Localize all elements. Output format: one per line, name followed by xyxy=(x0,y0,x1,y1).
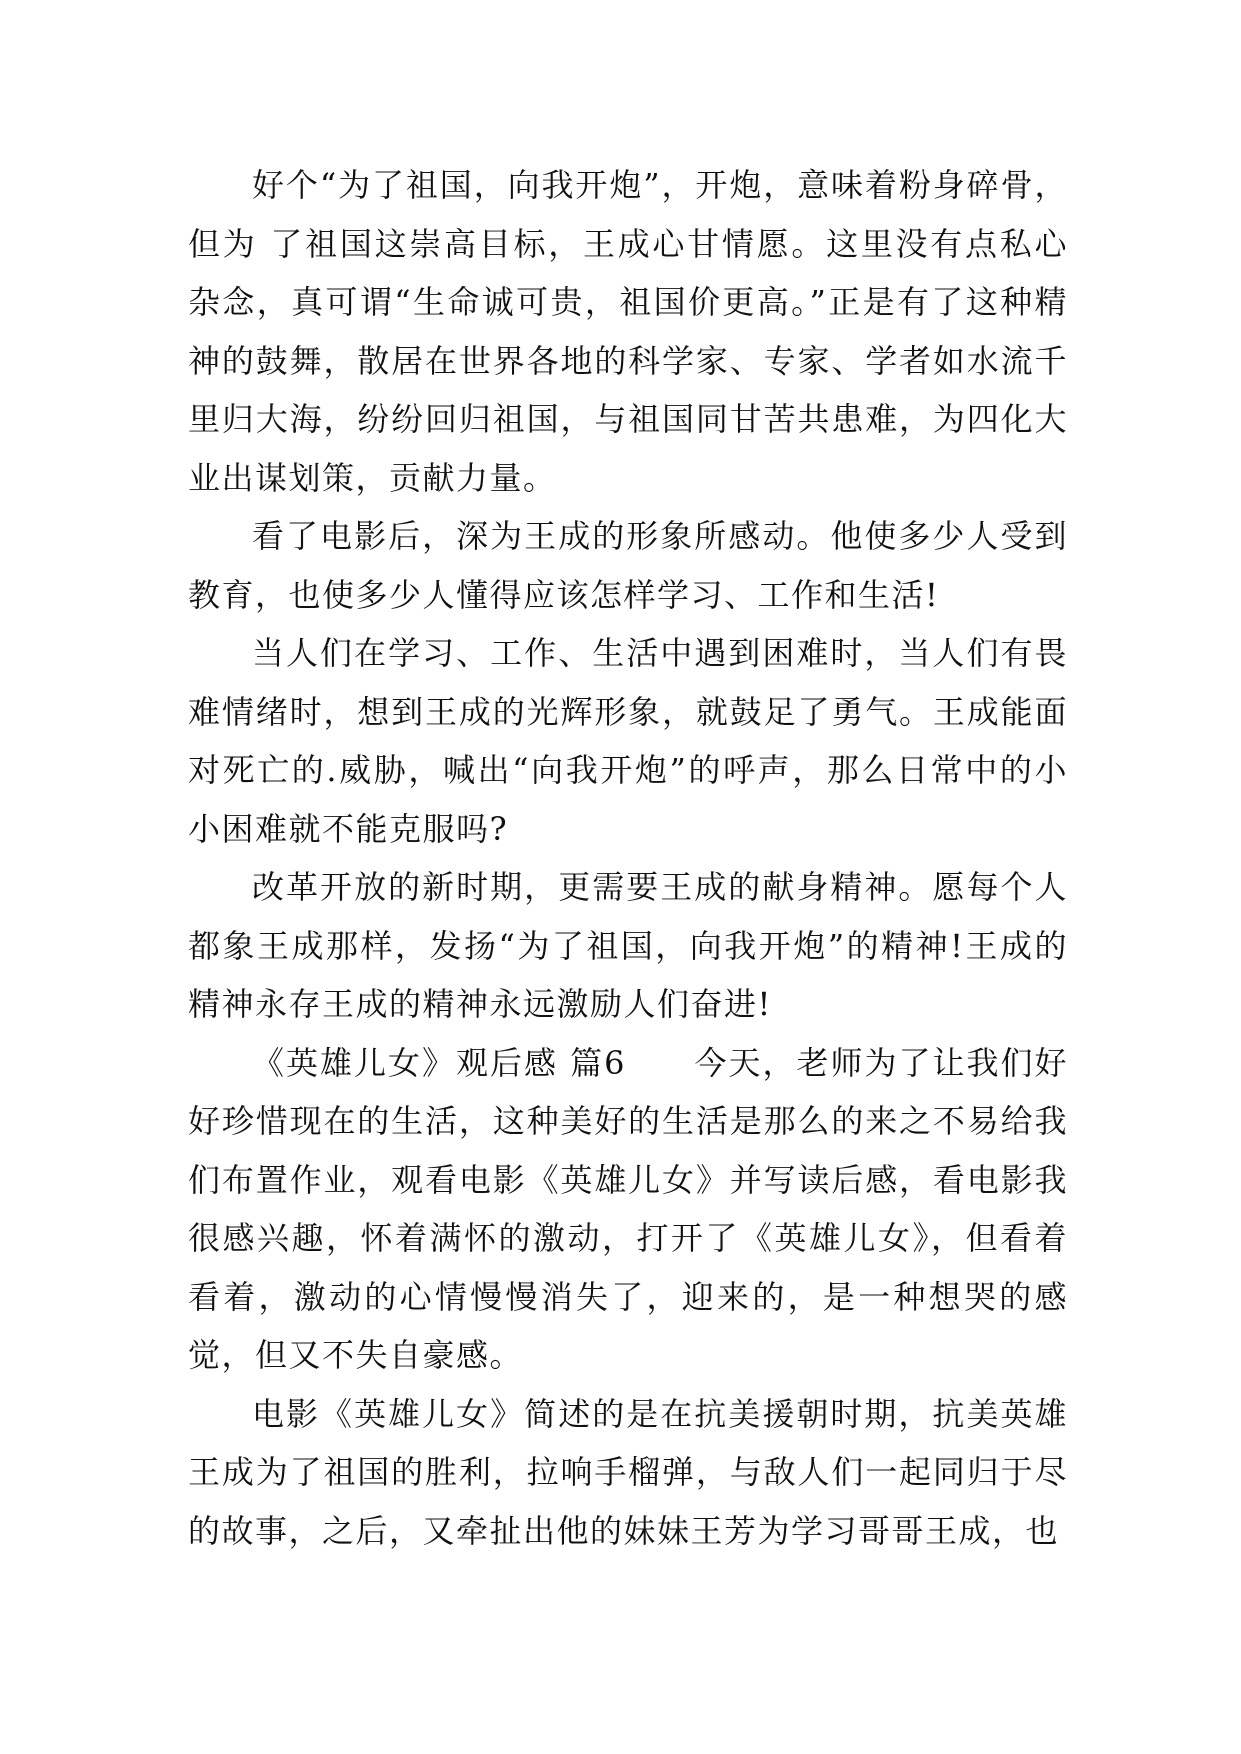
document-body xyxy=(188,156,1068,1560)
paragraph-essay-6-intro: 《英雄儿女》观后感 篇6 今天，老师为了让我们好好珍惜现在的生活，这种美好的生活是那么的来之不易给我们布置作业，观看电影《英雄儿女》并写读后感，看电影我很感兴趣，怀着满怀的激动，打开了《英雄儿女》，但看着看着，激动的心情慢慢消失了，迎来的，是一种想哭的感觉，但又不失自豪感。 xyxy=(188,1043,1068,1374)
paragraph-facing-difficulties: 当人们在学习、工作、生活中遇到困难时，当人们有畏难情绪时，想到王成的光辉形象，就鼓足了勇气。王成能面对死亡的.威胁，喊出“向我开炮”的呼声，那么日常中的小小困难就不能克服吗? xyxy=(188,634,1068,848)
paragraph-movie-impression: 看了电影后，深为王成的形象所感动。他使多少人受到教育，也使多少人懂得应该怎样学习、工作和生活! xyxy=(188,517,1068,614)
paragraph-reform-spirit: 改革开放的新时期，更需要王成的献身精神。愿每个人都象王成那样，发扬“为了祖国，向我开炮”的精神!王成的精神永存王成的精神永远激励人们奋进! xyxy=(188,868,1068,1023)
paragraph-movie-summary: 电影《英雄儿女》简述的是在抗美援朝时期，抗美英雄王成为了祖国的胜利，拉响手榴弹，与敌人们一起同归于尽的故事，之后，又牵扯出他的妹妹王芳为学习哥哥王成，也 xyxy=(188,1394,1068,1550)
paragraph-wangcheng-sacrifice: 好个“为了祖国，向我开炮”，开炮，意味着粉身碎骨，但为 了祖国这崇高目标，王成心甘情愿。这里没有点私心杂念，真可谓“生命诚可贵，祖国价更高。”正是有了这种精神的鼓舞，散居在世界各地的科学家、专家、学者如水流千里归大海，纷纷回归祖国，与祖国同甘苦共患难，为四化大业出谋划策，贡献力量。 xyxy=(188,166,1068,497)
